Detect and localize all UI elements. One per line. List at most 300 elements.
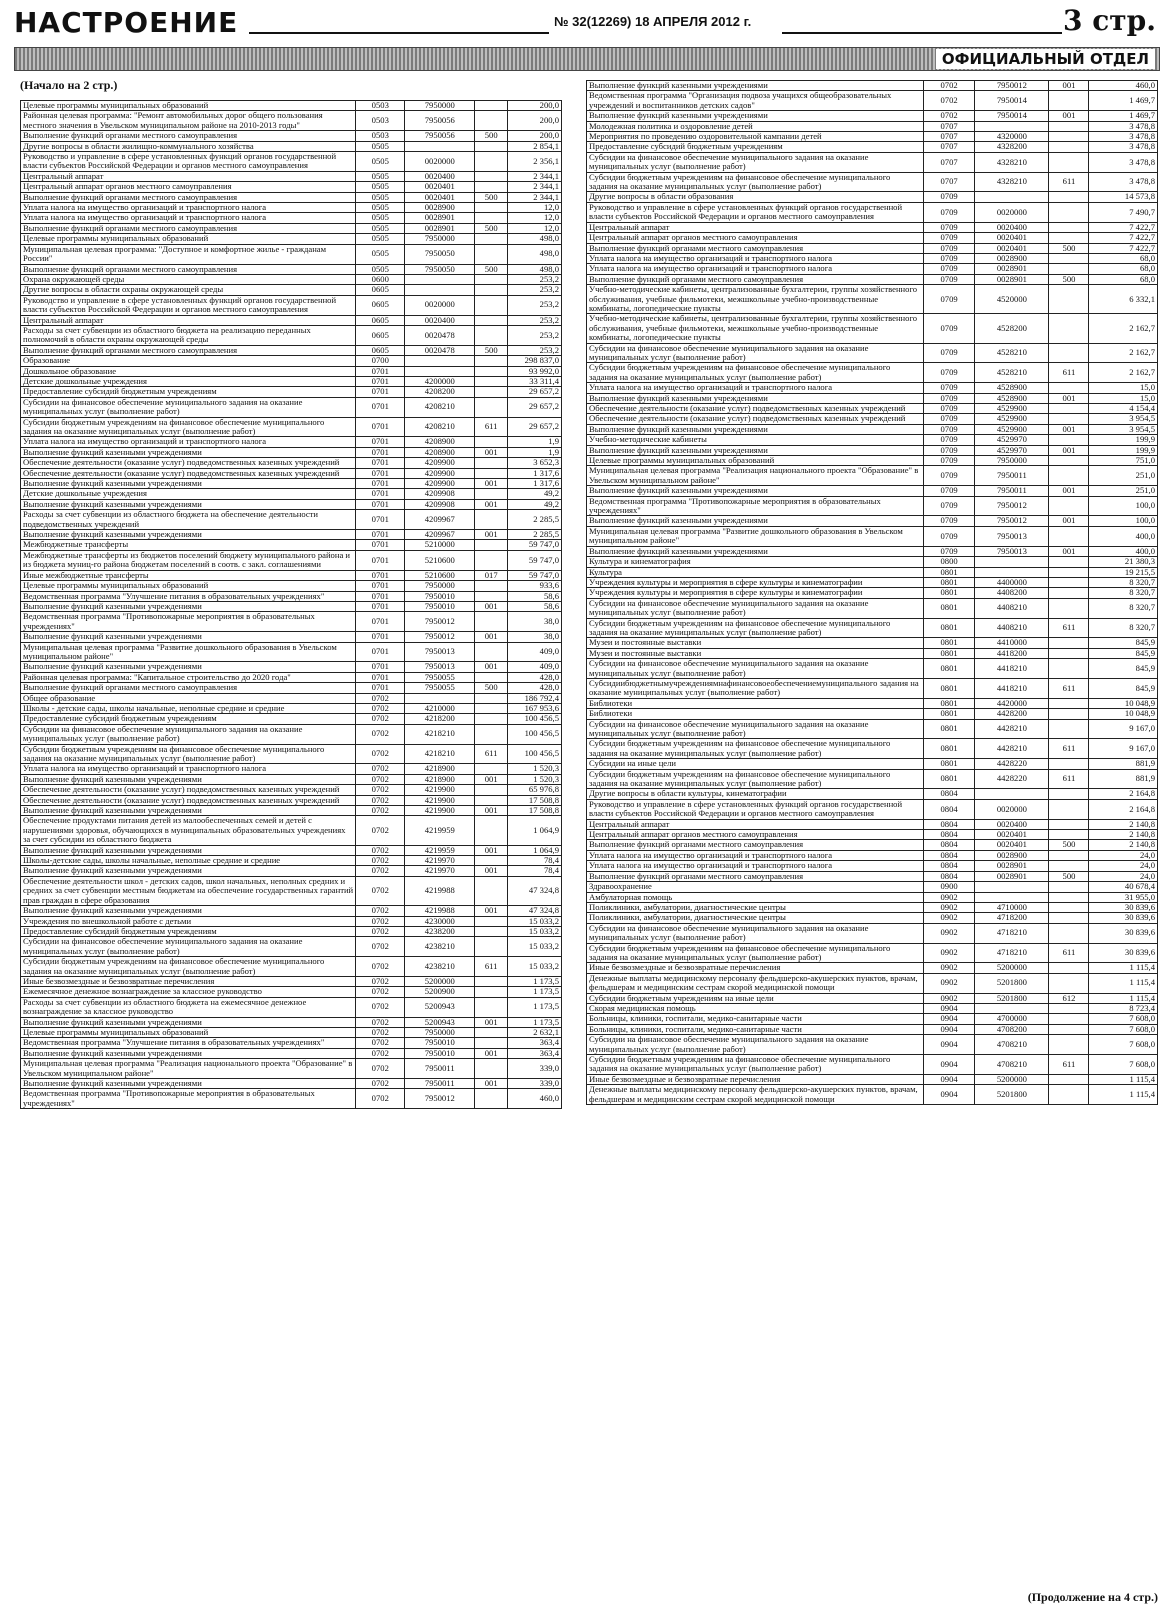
- amount-cell: 1 115,4: [1089, 963, 1158, 973]
- expense-type-code-cell: [1049, 314, 1089, 343]
- amount-cell: 93 992,0: [507, 366, 561, 376]
- expense-type-code-cell: [1049, 557, 1089, 567]
- item-name-cell: Амбулаторная помощь: [587, 892, 924, 902]
- target-article-code-cell: 0020478: [405, 325, 475, 345]
- amount-cell: 2 162,7: [1089, 314, 1158, 343]
- table-row: [21, 447, 562, 457]
- expense-type-code-cell: [475, 141, 507, 151]
- table-row: [21, 632, 562, 642]
- section-code-cell: 0505: [356, 213, 405, 223]
- expense-type-code-cell: [475, 714, 507, 724]
- section-code-cell: 0702: [356, 806, 405, 816]
- section-code-cell: 0904: [923, 1035, 974, 1055]
- amount-cell: 47 324,8: [507, 906, 561, 916]
- expense-type-code-cell: [475, 581, 507, 591]
- expense-type-code-cell: 611: [1049, 769, 1089, 789]
- item-name-cell: Центральный аппарат: [21, 171, 356, 181]
- item-name-cell: Выполнение функций органами местного самоуправления: [21, 345, 356, 355]
- expense-type-code-cell: [475, 366, 507, 376]
- section-code-cell: 0702: [356, 856, 405, 866]
- expense-type-code-cell: [1049, 343, 1089, 363]
- table-row: [587, 973, 1158, 993]
- item-name-cell: Выполнение функций казенными учреждениями: [587, 81, 924, 91]
- table-row: [21, 795, 562, 805]
- table-row: [587, 577, 1158, 587]
- amount-cell: 7 608,0: [1089, 1014, 1158, 1024]
- target-article-code-cell: 4208900: [405, 437, 475, 447]
- item-name-cell: Денежные выплаты медицинскому персоналу фельдшерско-акушерских пунктов, врачам, фельдшерам и медицинским сестрам скорой медицинской помощи: [587, 1085, 924, 1105]
- target-article-code-cell: 4209900: [405, 479, 475, 489]
- expense-type-code-cell: 001: [1049, 445, 1089, 455]
- amount-cell: 17 508,8: [507, 806, 561, 816]
- expense-type-code-cell: [1049, 698, 1089, 708]
- section-code-cell: 0702: [356, 1038, 405, 1048]
- target-article-code-cell: 4218210: [405, 724, 475, 744]
- target-article-code-cell: 4219900: [405, 785, 475, 795]
- section-code-cell: 0605: [356, 315, 405, 325]
- expense-type-code-cell: 001: [1049, 81, 1089, 91]
- expense-type-code-cell: 500: [1049, 840, 1089, 850]
- table-row: [21, 489, 562, 499]
- item-name-cell: Учреждения культуры и мероприятия в сфере культуры и кинематографии: [587, 588, 924, 598]
- section-code-cell: 0505: [356, 203, 405, 213]
- section-code-cell: 0801: [923, 759, 974, 769]
- target-article-code-cell: 4700000: [975, 1014, 1049, 1024]
- amount-cell: 21 380,3: [1089, 557, 1158, 567]
- section-code-cell: 0503: [356, 111, 405, 131]
- target-article-code-cell: [405, 693, 475, 703]
- item-name-cell: Субсидии на финансовое обеспечение муниципального задания на оказание муниципальных услуг (выполнение работ): [587, 1035, 924, 1055]
- expense-type-code-cell: [1049, 456, 1089, 466]
- target-article-code-cell: 4209967: [405, 530, 475, 540]
- item-name-cell: Выполнение функций казенными учреждениями: [21, 479, 356, 489]
- section-code-cell: 0702: [356, 714, 405, 724]
- target-article-code-cell: 4408210: [975, 618, 1049, 638]
- item-name-cell: Руководство и управление в сфере установленных функций органов государственной власти субъектов Российской Федерации и органов местного самоуправления: [587, 799, 924, 819]
- item-name-cell: Выполнение функций органами местного самоуправления: [21, 683, 356, 693]
- amount-cell: 498,0: [507, 264, 561, 274]
- item-name-cell: Учреждения культуры и мероприятия в сфере культуры и кинематографии: [587, 577, 924, 587]
- expense-type-code-cell: [1049, 233, 1089, 243]
- section-code-cell: 0709: [923, 404, 974, 414]
- table-row: [587, 456, 1158, 466]
- section-code-cell: 0702: [356, 693, 405, 703]
- expense-type-code-cell: [1049, 404, 1089, 414]
- amount-cell: 460,0: [507, 1089, 561, 1109]
- amount-cell: 339,0: [507, 1059, 561, 1079]
- table-row: [21, 171, 562, 181]
- item-name-cell: Учебно-методические кабинеты: [587, 435, 924, 445]
- table-row: [21, 1079, 562, 1089]
- target-article-code-cell: 0020000: [975, 799, 1049, 819]
- expense-type-code-cell: 001: [475, 1079, 507, 1089]
- section-code-cell: 0701: [356, 458, 405, 468]
- table-row: [587, 638, 1158, 648]
- target-article-code-cell: 7950011: [405, 1059, 475, 1079]
- table-row: [587, 172, 1158, 192]
- section-code-cell: 0709: [923, 285, 974, 314]
- expense-type-code-cell: 611: [1049, 1055, 1089, 1075]
- budget-table: [20, 100, 562, 1109]
- table-row: [21, 223, 562, 233]
- target-article-code-cell: 5210000: [405, 540, 475, 550]
- amount-cell: 2 285,5: [507, 530, 561, 540]
- table-row: [21, 244, 562, 264]
- table-row: [587, 739, 1158, 759]
- amount-cell: 199,9: [1089, 445, 1158, 455]
- amount-cell: 100 456,5: [507, 724, 561, 744]
- expense-type-code-cell: [1049, 435, 1089, 445]
- amount-cell: 253,2: [507, 325, 561, 345]
- section-code-cell: 0709: [923, 202, 974, 222]
- section-code-cell: 0702: [356, 987, 405, 997]
- expense-type-code-cell: [1049, 913, 1089, 923]
- expense-type-code-cell: [475, 295, 507, 315]
- amount-cell: 1 520,3: [507, 764, 561, 774]
- item-name-cell: Выполнение функций казенными учреждениями: [587, 486, 924, 496]
- expense-type-code-cell: [475, 612, 507, 632]
- expense-type-code-cell: [1049, 121, 1089, 131]
- table-row: [21, 356, 562, 366]
- item-name-cell: Выполнение функций органами местного самоуправления: [587, 274, 924, 284]
- amount-cell: 2 632,1: [507, 1027, 561, 1037]
- expense-type-code-cell: [1049, 285, 1089, 314]
- expense-type-code-cell: 611: [1049, 363, 1089, 383]
- amount-cell: 47 324,8: [507, 876, 561, 905]
- target-article-code-cell: 0020000: [405, 295, 475, 315]
- amount-cell: 1 317,6: [507, 468, 561, 478]
- target-article-code-cell: 7950012: [405, 1089, 475, 1109]
- item-name-cell: Выполнение функций органами местного самоуправления: [587, 840, 924, 850]
- table-row: [21, 295, 562, 315]
- item-name-cell: Поликлиники, амбулатории, диагностические центры: [587, 913, 924, 923]
- expense-type-code-cell: [475, 591, 507, 601]
- target-article-code-cell: 4219900: [405, 795, 475, 805]
- amount-cell: 400,0: [1089, 546, 1158, 556]
- section-code-cell: 0804: [923, 799, 974, 819]
- target-article-code-cell: 5200000: [975, 1074, 1049, 1084]
- amount-cell: 3 954,5: [1089, 424, 1158, 434]
- target-article-code-cell: 7950050: [405, 264, 475, 274]
- expense-type-code-cell: [475, 693, 507, 703]
- expense-type-code-cell: 500: [1049, 243, 1089, 253]
- amount-cell: 253,2: [507, 295, 561, 315]
- item-name-cell: Выполнение функций органами местного самоуправления: [587, 243, 924, 253]
- item-name-cell: Центральный аппарат: [21, 315, 356, 325]
- amount-cell: 428,0: [507, 672, 561, 682]
- section-code-cell: 0801: [923, 588, 974, 598]
- amount-cell: 15 033,2: [507, 937, 561, 957]
- expense-type-code-cell: 001: [475, 601, 507, 611]
- expense-type-code-cell: [475, 376, 507, 386]
- item-name-cell: Обеспечение деятельности (оказание услуг) подведомственных казенных учреждений: [21, 468, 356, 478]
- table-row: [21, 976, 562, 986]
- amount-cell: 1 115,4: [1089, 973, 1158, 993]
- target-article-code-cell: 0020401: [975, 840, 1049, 850]
- amount-cell: 24,0: [1089, 871, 1158, 881]
- target-article-code-cell: 4209908: [405, 499, 475, 509]
- target-article-code-cell: 4218900: [405, 764, 475, 774]
- amount-cell: 30 839,6: [1089, 943, 1158, 963]
- table-row: [21, 1027, 562, 1037]
- amount-cell: 7 422,7: [1089, 233, 1158, 243]
- item-name-cell: Мероприятия по проведению оздоровительной кампании детей: [587, 132, 924, 142]
- item-name-cell: Выполнение функций казенными учреждениями: [21, 774, 356, 784]
- table-row: [587, 445, 1158, 455]
- expense-type-code-cell: 001: [1049, 424, 1089, 434]
- section-code-cell: 0701: [356, 672, 405, 682]
- expense-type-code-cell: [475, 672, 507, 682]
- target-article-code-cell: 4208200: [405, 387, 475, 397]
- item-name-cell: Выполнение функций казенными учреждениями: [587, 546, 924, 556]
- table-row: [587, 264, 1158, 274]
- section-code-cell: 0709: [923, 526, 974, 546]
- expense-type-code-cell: [475, 387, 507, 397]
- amount-cell: 15 033,2: [507, 957, 561, 977]
- expense-type-code-cell: 001: [1049, 516, 1089, 526]
- item-name-cell: Предоставление субсидий бюджетным учреждениям: [587, 142, 924, 152]
- section-code-cell: 0701: [356, 612, 405, 632]
- section-code-cell: 0801: [923, 618, 974, 638]
- section-code-cell: 0800: [923, 557, 974, 567]
- amount-cell: 881,9: [1089, 769, 1158, 789]
- target-article-code-cell: 7950013: [975, 526, 1049, 546]
- target-article-code-cell: 7950056: [405, 131, 475, 141]
- table-row: [587, 496, 1158, 516]
- target-article-code-cell: 4219970: [405, 866, 475, 876]
- item-name-cell: Выполнение функций казенными учреждениями: [21, 601, 356, 611]
- target-article-code-cell: 0020478: [405, 345, 475, 355]
- item-name-cell: Обеспечение деятельности (оказание услуг) подведомственных казенных учреждений: [21, 785, 356, 795]
- section-code-cell: 0709: [923, 383, 974, 393]
- item-name-cell: Выполнение функций органами местного самоуправления: [587, 871, 924, 881]
- amount-cell: 460,0: [1089, 81, 1158, 91]
- section-code-cell: 0801: [923, 678, 974, 698]
- masthead-rule: [249, 32, 549, 34]
- item-name-cell: Расходы за счет субвенции из областного бюджета на реализацию переданных полномочий в области охраны окружающей среды: [21, 325, 356, 345]
- item-name-cell: Уплата налога на имущество организаций и транспортного налога: [21, 764, 356, 774]
- section-code-cell: 0702: [356, 937, 405, 957]
- table-row: [21, 856, 562, 866]
- section-code-cell: 0701: [356, 417, 405, 437]
- table-row: [21, 1059, 562, 1079]
- section-banner: [14, 47, 1160, 71]
- target-article-code-cell: 7950000: [405, 101, 475, 111]
- amount-cell: 845,9: [1089, 648, 1158, 658]
- table-row: [21, 591, 562, 601]
- expense-type-code-cell: [1049, 759, 1089, 769]
- table-row: [587, 882, 1158, 892]
- table-row: [21, 1048, 562, 1058]
- section-code-cell: 0701: [356, 550, 405, 570]
- target-article-code-cell: 5200000: [975, 963, 1049, 973]
- expense-type-code-cell: [475, 325, 507, 345]
- expense-type-code-cell: 001: [475, 806, 507, 816]
- section-code-cell: 0702: [356, 866, 405, 876]
- table-row: [21, 325, 562, 345]
- target-article-code-cell: 7950012: [405, 632, 475, 642]
- section-code-cell: 0902: [923, 973, 974, 993]
- amount-cell: 58,6: [507, 591, 561, 601]
- item-name-cell: Музеи и постоянные выставки: [587, 638, 924, 648]
- table-row: [587, 546, 1158, 556]
- item-name-cell: Целевые программы муниципальных образований: [21, 1027, 356, 1037]
- section-code-cell: 0701: [356, 489, 405, 499]
- section-code-cell: 0801: [923, 698, 974, 708]
- target-article-code-cell: 7950010: [405, 601, 475, 611]
- expense-type-code-cell: [475, 1027, 507, 1037]
- item-name-cell: Муниципальная целевая программа "Развитие дошкольного образования в Увельском муниципальном районе": [587, 526, 924, 546]
- amount-cell: 59 747,0: [507, 540, 561, 550]
- amount-cell: 68,0: [1089, 264, 1158, 274]
- section-code-cell: 0700: [356, 356, 405, 366]
- target-article-code-cell: 0020400: [405, 171, 475, 181]
- item-name-cell: Школы-детские сады, школы начальные, неполные средние и средние: [21, 856, 356, 866]
- expense-type-code-cell: 017: [475, 570, 507, 580]
- section-code-cell: 0804: [923, 861, 974, 871]
- target-article-code-cell: 4209900: [405, 458, 475, 468]
- item-name-cell: Выполнение функций казенными учреждениями: [21, 447, 356, 457]
- expense-type-code-cell: [475, 489, 507, 499]
- target-article-code-cell: 7950000: [405, 234, 475, 244]
- amount-cell: 428,0: [507, 683, 561, 693]
- section-code-cell: 0709: [923, 243, 974, 253]
- item-name-cell: Районная целевая программа: "Ремонт автомобильных дорог общего пользования местного значения в Увельском муниципальном районе на 2010-2013 годы": [21, 111, 356, 131]
- expense-type-code-cell: 001: [475, 479, 507, 489]
- expense-type-code-cell: [1049, 709, 1089, 719]
- table-row: [21, 387, 562, 397]
- target-article-code-cell: 4520000: [975, 285, 1049, 314]
- expense-type-code-cell: [475, 274, 507, 284]
- target-article-code-cell: 4238200: [405, 926, 475, 936]
- table-row: [587, 698, 1158, 708]
- amount-cell: 2 356,1: [507, 152, 561, 172]
- section-code-cell: 0702: [356, 1027, 405, 1037]
- expense-type-code-cell: [1049, 882, 1089, 892]
- item-name-cell: Субсидии на финансовое обеспечение муниципального задания на оказание муниципальных услуг (выполнение работ): [587, 598, 924, 618]
- amount-cell: 409,0: [507, 662, 561, 672]
- budget-table-right-column: [586, 80, 1158, 1588]
- amount-cell: 1 173,5: [507, 976, 561, 986]
- section-code-cell: 0902: [923, 943, 974, 963]
- expense-type-code-cell: 001: [475, 632, 507, 642]
- target-article-code-cell: 4420000: [975, 698, 1049, 708]
- amount-cell: 100 456,5: [507, 714, 561, 724]
- expense-type-code-cell: [1049, 142, 1089, 152]
- item-name-cell: Выполнение функций казенными учреждениями: [21, 632, 356, 642]
- table-row: [587, 1003, 1158, 1013]
- item-name-cell: Расходы за счет субвенции из областного бюджета на обеспечение деятельности подведомственных учреждений: [21, 510, 356, 530]
- amount-cell: 1,9: [507, 437, 561, 447]
- amount-cell: 29 657,2: [507, 387, 561, 397]
- target-article-code-cell: 4428210: [975, 719, 1049, 739]
- item-name-cell: Субсидии на финансовое обеспечение муниципального задания на оказание муниципальных услуг (выполнение работ): [21, 937, 356, 957]
- table-row: [21, 366, 562, 376]
- item-name-cell: Другие вопросы в области жилищно-коммунального хозяйства: [21, 141, 356, 151]
- section-code-cell: 0709: [923, 486, 974, 496]
- target-article-code-cell: 4328200: [975, 142, 1049, 152]
- section-code-cell: 0702: [356, 845, 405, 855]
- target-article-code-cell: 4428200: [975, 709, 1049, 719]
- table-row: [587, 466, 1158, 486]
- item-name-cell: Иные безвозмездные и безвозвратные перечисления: [21, 976, 356, 986]
- amount-cell: 10 048,9: [1089, 698, 1158, 708]
- amount-cell: 30 839,6: [1089, 913, 1158, 923]
- target-article-code-cell: 4428220: [975, 769, 1049, 789]
- expense-type-code-cell: [1049, 1035, 1089, 1055]
- item-name-cell: Муниципальная целевая программа "Реализация национального проекта "Образование" в Увельском муниципальном районе": [587, 466, 924, 486]
- item-name-cell: Центральный аппарат органов местного самоуправления: [587, 830, 924, 840]
- expense-type-code-cell: [1049, 799, 1089, 819]
- table-row: [587, 285, 1158, 314]
- table-row: [21, 642, 562, 662]
- section-code-cell: 0900: [923, 882, 974, 892]
- table-row: [21, 1038, 562, 1048]
- section-code-cell: 0701: [356, 499, 405, 509]
- target-article-code-cell: 0020401: [975, 233, 1049, 243]
- section-code-cell: 0702: [356, 774, 405, 784]
- amount-cell: 15,0: [1089, 383, 1158, 393]
- amount-cell: 78,4: [507, 866, 561, 876]
- item-name-cell: Предоставление субсидий бюджетным учреждениям: [21, 387, 356, 397]
- table-row: [587, 913, 1158, 923]
- page-number: 3 стр.: [1063, 4, 1156, 37]
- item-name-cell: Обеспечение деятельности школ - детских садов, школ начальных, неполных средних и средних за счет субвенции местным бюджетам на обеспечение государственных гарантий прав граждан в сфере образования: [21, 876, 356, 905]
- table-row: [21, 530, 562, 540]
- table-row: [587, 789, 1158, 799]
- section-code-cell: 0505: [356, 234, 405, 244]
- target-article-code-cell: 5200900: [405, 987, 475, 997]
- expense-type-code-cell: [1049, 132, 1089, 142]
- table-row: [21, 510, 562, 530]
- table-row: [21, 683, 562, 693]
- expense-type-code-cell: [1049, 819, 1089, 829]
- amount-cell: 3 478,8: [1089, 142, 1158, 152]
- table-row: [21, 101, 562, 111]
- target-article-code-cell: 4708210: [975, 1055, 1049, 1075]
- item-name-cell: Целевые программы муниципальных образований: [587, 456, 924, 466]
- expense-type-code-cell: [475, 171, 507, 181]
- amount-cell: 3 478,8: [1089, 172, 1158, 192]
- item-name-cell: Субсидии бюджетным учреждениям на финансовое обеспечение муниципального задания на оказание муниципальных услуг (выполнение работ): [587, 618, 924, 638]
- table-row: [21, 376, 562, 386]
- expense-type-code-cell: [475, 397, 507, 417]
- section-code-cell: 0902: [923, 963, 974, 973]
- section-code-cell: 0701: [356, 581, 405, 591]
- section-code-cell: 0605: [356, 325, 405, 345]
- amount-cell: 1 469,7: [1089, 91, 1158, 111]
- target-article-code-cell: 0020401: [975, 830, 1049, 840]
- amount-cell: 38,0: [507, 632, 561, 642]
- amount-cell: 1,9: [507, 447, 561, 457]
- target-article-code-cell: 4320000: [975, 132, 1049, 142]
- expense-type-code-cell: 001: [475, 662, 507, 672]
- target-article-code-cell: 4428210: [975, 739, 1049, 759]
- item-name-cell: Выполнение функций казенными учреждениями: [21, 906, 356, 916]
- target-article-code-cell: 4209967: [405, 510, 475, 530]
- expense-type-code-cell: [475, 203, 507, 213]
- table-row: [587, 486, 1158, 496]
- expense-type-code-cell: [1049, 1074, 1089, 1084]
- amount-cell: 2 344,1: [507, 192, 561, 202]
- target-article-code-cell: 4210000: [405, 703, 475, 713]
- amount-cell: 751,0: [1089, 456, 1158, 466]
- table-row: [587, 192, 1158, 202]
- amount-cell: 58,6: [507, 601, 561, 611]
- item-name-cell: Субсидии на финансовое обеспечение муниципального задания на оказание муниципальных услуг (выполнение работ): [21, 724, 356, 744]
- item-name-cell: Музеи и постоянные выставки: [587, 648, 924, 658]
- amount-cell: 200,0: [507, 101, 561, 111]
